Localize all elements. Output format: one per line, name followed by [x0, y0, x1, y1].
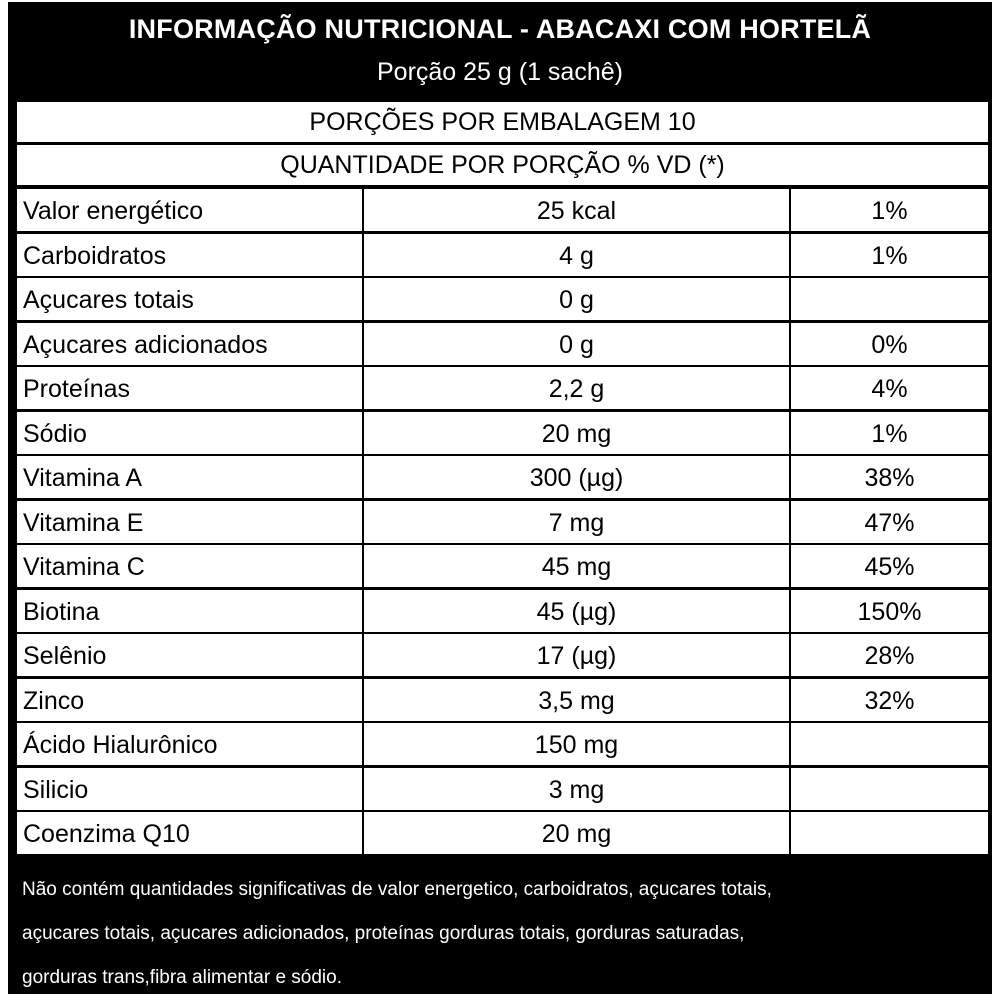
table-row	[17, 412, 988, 454]
nutrient-amount: 45 mg	[364, 545, 789, 587]
nutrient-name: Valor energético	[17, 189, 362, 231]
nutrient-daily-value: 1%	[791, 412, 988, 454]
nutrient-daily-value: 1%	[791, 234, 988, 276]
table-row	[17, 323, 988, 365]
table-row	[17, 590, 988, 632]
table-row	[17, 278, 988, 320]
table-row	[17, 501, 988, 543]
nutrient-name: Carboidratos	[17, 234, 362, 276]
nutrient-name: Proteínas	[17, 367, 362, 409]
nutrient-daily-value	[791, 723, 988, 765]
nutrient-name: Silicio	[17, 768, 362, 810]
nutrient-amount: 300 (µg)	[364, 456, 789, 498]
portion-size: Porção 25 g (1 sachê)	[377, 58, 623, 86]
table-row	[17, 679, 988, 721]
label-title: INFORMAÇÃO NUTRICIONAL - ABACAXI COM HORTELÃ	[128, 14, 872, 44]
nutrient-name: Sódio	[17, 412, 362, 454]
nutrient-amount: 2,2 g	[364, 367, 789, 409]
nutrient-name: Vitamina A	[17, 456, 362, 498]
nutrient-daily-value	[791, 768, 988, 810]
table-row	[17, 723, 988, 765]
nutrient-amount: 7 mg	[364, 501, 789, 543]
nutrient-name: Zinco	[17, 679, 362, 721]
footnote	[8, 860, 992, 994]
nutrition-facts-label	[8, 2, 992, 994]
nutrient-daily-value	[791, 278, 988, 320]
nutrient-amount: 17 (µg)	[364, 634, 789, 676]
nutrient-name: Coenzima Q10	[17, 812, 362, 854]
table-row	[17, 234, 988, 276]
nutrient-daily-value	[791, 812, 988, 854]
nutrient-daily-value: 32%	[791, 679, 988, 721]
table-row	[17, 545, 988, 587]
nutrient-name: Vitamina E	[17, 501, 362, 543]
footnote-line: gorduras trans,fibra alimentar e sódio.	[22, 967, 342, 988]
nutrient-daily-value: 4%	[791, 367, 988, 409]
nutrient-amount: 0 g	[364, 323, 789, 365]
table-row	[17, 189, 988, 231]
nutrient-daily-value: 47%	[791, 501, 988, 543]
label-header	[8, 2, 992, 100]
table-row	[17, 456, 988, 498]
nutrient-name: Selênio	[17, 634, 362, 676]
footnote-line: açucares totais, açucares adicionados, proteínas gorduras totais, gorduras saturadas,	[22, 923, 745, 944]
servings-per-package: PORÇÕES POR EMBALAGEM 10	[17, 102, 988, 142]
nutrient-amount: 0 g	[364, 278, 789, 320]
nutrient-amount: 20 mg	[364, 412, 789, 454]
nutrient-amount: 25 kcal	[364, 189, 789, 231]
nutrient-amount: 3 mg	[364, 768, 789, 810]
nutrient-name: Biotina	[17, 590, 362, 632]
table-row	[17, 634, 988, 676]
nutrient-daily-value: 45%	[791, 545, 988, 587]
nutrient-name: Ácido Hialurônico	[17, 723, 362, 765]
table-row	[17, 768, 988, 810]
nutrient-daily-value: 28%	[791, 634, 988, 676]
nutrient-amount: 150 mg	[364, 723, 789, 765]
nutrient-amount: 4 g	[364, 234, 789, 276]
nutrient-daily-value: 0%	[791, 323, 988, 365]
nutrient-amount: 3,5 mg	[364, 679, 789, 721]
nutrient-daily-value: 38%	[791, 456, 988, 498]
footnote-line: Não contém quantidades significativas de valor energetico, carboidratos, açucares totais,	[22, 879, 772, 900]
table-row	[17, 812, 988, 854]
nutrient-daily-value: 150%	[791, 590, 988, 632]
nutrient-daily-value: 1%	[791, 189, 988, 231]
quantity-per-portion-header: QUANTIDADE POR PORÇÃO % VD (*)	[17, 145, 988, 185]
nutrient-name: Açucares adicionados	[17, 323, 362, 365]
nutrient-name: Vitamina C	[17, 545, 362, 587]
nutrient-name: Açucares totais	[17, 278, 362, 320]
nutrient-amount: 45 (µg)	[364, 590, 789, 632]
nutrient-amount: 20 mg	[364, 812, 789, 854]
table-row	[17, 367, 988, 409]
